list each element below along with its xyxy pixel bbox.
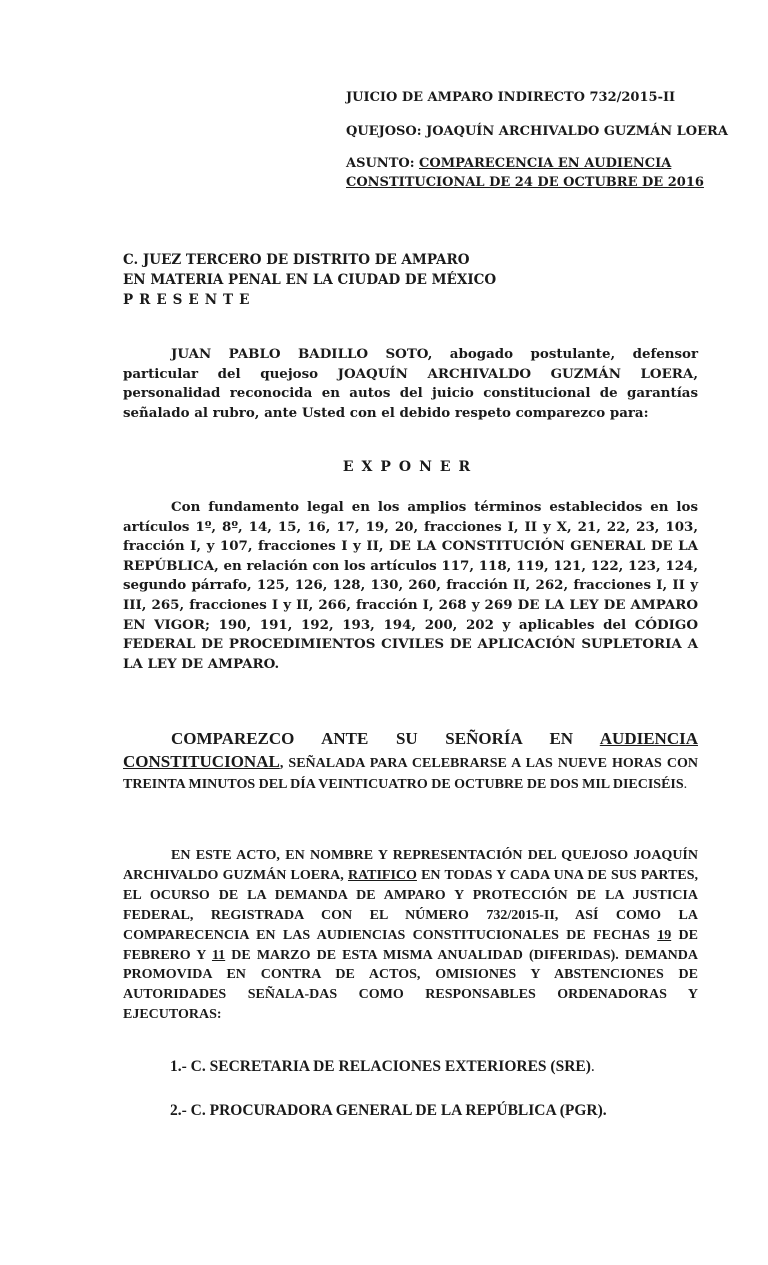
attorney-name: JUAN PABLO BADILLO SOTO <box>171 346 428 362</box>
legal-basis-paragraph: Con fundamento legal en los amplios términos establecidos en los artículos 1º, 8º, 14, 15, 16, 17, 19, 20, fracciones I, II y X, 21, 22, 23, 103, fracción I, y 107, fracciones I y II, DE LA CONSTITUCIÓN GENERAL DE LA REPÚBLICA, en relación con los artículos 117, 118, 119, 121, 122, 123, 124, segundo párrafo, 125, 126, 128, 130, 260, fracción II, 262, fracciones I, II y III, 265, fracciones I y II, 266, fracción I, 268 y 269 DE LA LEY DE AMPARO EN VIGOR; 190, 191, 192, 193, 194, 200, 202 y aplicables del CÓDIGO FEDERAL DE PROCEDIMIENTOS CIVILES DE APLICACIÓN SUPLETORIA A LA LEY DE AMPARO. <box>123 499 698 672</box>
addressee-line-3: PRESENTE <box>123 292 256 308</box>
client-name: JOAQUÍN ARCHIVALDO GUZMÁN LOERA <box>337 365 694 382</box>
addressee-line-2: EN MATERIA PENAL EN LA CIUDAD DE MÉXICO <box>123 272 497 288</box>
ratify-word: RATIFICO <box>347 867 417 883</box>
ratify-part-2: EN TODAS Y CADA UNA DE SUS PARTES, EL OCURSO DE LA DEMANDA DE AMPARO Y PROTECCIÓN DE LA JUSTICIA FEDERAL, REGISTRADA CON EL NÚMERO 732/2015-II, ASÍ COMO LA COMPARECENCIA EN LAS AUDIENCIAS CONSTITUCIONALES DE FECHAS <box>123 867 699 943</box>
authority-item-1 <box>170 1058 595 1076</box>
authority-item-1-text: 1.- C. SECRETARIA DE RELACIONES EXTERIORES (SRE) <box>170 1058 591 1075</box>
intro-text-2: , personalidad reconocida en autos del juicio constitucional de garantías señalado al rubro, ante Usted con el debido respeto comparezco para: <box>123 365 698 421</box>
ratification-paragraph <box>123 846 698 1025</box>
plaintiff-line: QUEJOSO: JOAQUÍN ARCHIVALDO GUZMÁN LOERA <box>346 124 728 139</box>
date-day-1: 19 <box>657 927 672 943</box>
authority-item-2-text: 2.- C. PROCURADORA GENERAL DE LA REPÚBLICA (PGR). <box>170 1102 607 1119</box>
appearance-end: . <box>683 777 688 792</box>
authority-item-2 <box>170 1102 607 1120</box>
addressee-block <box>123 250 683 310</box>
ratify-part-1: EN ESTE ACTO, EN NOMBRE Y REPRESENTACIÓN DEL QUEJOSO JOAQUÍN ARCHIVALDO GUZMÁN LOERA, <box>123 848 698 883</box>
ratify-part-4: DE MARZO DE ESTA MISMA ANUALIDAD (DIFERIDAS). DEMANDA PROMOVIDA EN CONTRA DE ACTOS, OMISIONES Y ABSTENCIONES DE AUTORIDADES SEÑALA-DAS COMO RESPONSABLES ORDENADORAS Y EJECUTORAS: <box>123 947 699 1023</box>
intro-paragraph <box>123 345 698 423</box>
authority-item-1-end: . <box>590 1058 595 1075</box>
subject-label: ASUNTO: <box>346 156 420 171</box>
case-header <box>346 88 736 207</box>
ratify-part-3: DE FEBRERO Y <box>123 927 698 963</box>
appearance-lead: COMPAREZCO ANTE SU SEÑORÍA EN <box>171 729 600 748</box>
appearance-rest: , SEÑALADA PARA CELEBRARSE A LAS NUEVE HORAS CON TREINTA MINUTOS DEL DÍA VEINTICUATRO DE OCTUBRE DE DOS MIL DIECISÉIS <box>123 756 698 792</box>
subject-line <box>346 154 736 192</box>
addressee-line-1: C. JUEZ TERCERO DE DISTRITO DE AMPARO <box>123 252 470 268</box>
audiencia-underlined: AUDIENCIA CONSTITUCIONAL <box>123 729 698 771</box>
case-number: JUICIO DE AMPARO INDIRECTO 732/2015-II <box>346 90 676 105</box>
subject-text: COMPARECENCIA EN AUDIENCIA CONSTITUCIONAL DE 24 DE OCTUBRE DE 2016 <box>346 156 704 190</box>
date-day-2: 11 <box>211 947 226 963</box>
section-heading-exponer: EXPONER <box>342 459 479 475</box>
appearance-paragraph <box>123 728 698 795</box>
intro-text-1: , abogado postulante, defensor particular del quejoso <box>123 346 699 382</box>
